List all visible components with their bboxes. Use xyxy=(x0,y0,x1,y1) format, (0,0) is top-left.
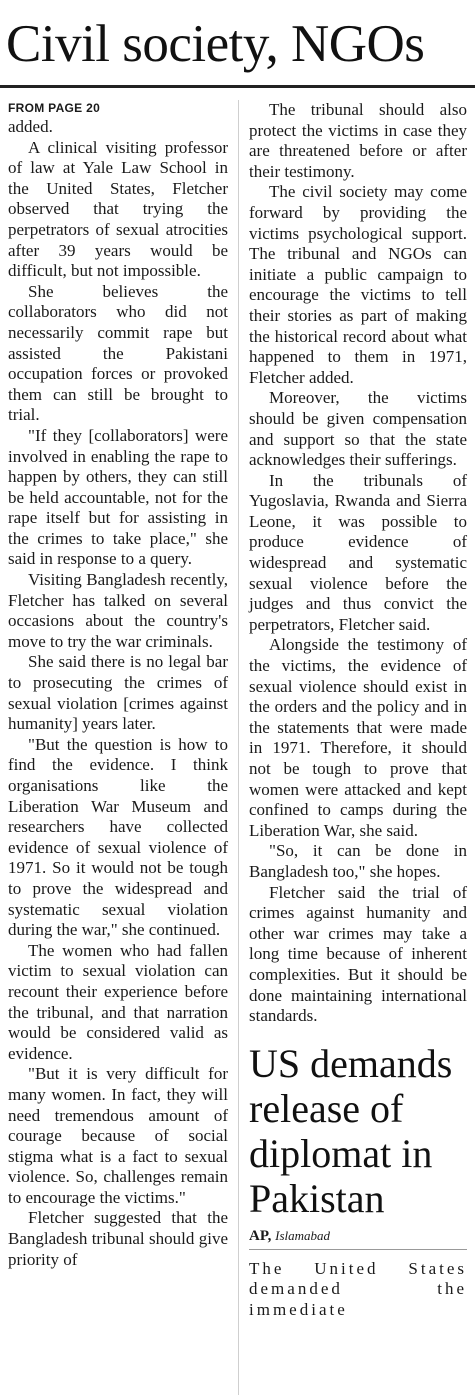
article-paragraph: Alongside the testimony of the victims, the evidence of sexual violence should exist in the orders and the policy and in the statements that were made in 1971. Therefore, it should not be tough to prove that women were attacked and kept confined to camps during the Liberation War, she said. xyxy=(249,635,467,840)
article-paragraph: The women who had fallen victim to sexual violation can recount their experience before the tribunal, and that narration would be considered valid as evidence. xyxy=(8,940,228,1063)
article-paragraph: "If they [collaborators] were involved in enabling the rape to happen by others, they can still be held accountable, not for the rape itself but for assisting in the crimes to take place," she said in response to a query. xyxy=(8,425,228,569)
article-paragraph: "But it is very difficult for many women. In fact, they will need tremendous amount of courage because of social stigma what is a fact to sexual violence. So, challenges remain to encourage the victims." xyxy=(8,1064,228,1207)
byline xyxy=(249,1227,467,1245)
right-column xyxy=(249,100,467,1321)
byline-rule xyxy=(249,1249,467,1250)
left-column xyxy=(8,100,228,1270)
article-paragraph: "So, it can be done in Bangladesh too," she hopes. xyxy=(249,841,467,881)
article-paragraph: Fletcher said the trial of crimes against humanity and other war crimes may take a long time because of inherent complexities. But it should be done maintaining international standards. xyxy=(249,882,467,1026)
second-story-lead: The United States demanded the immediate xyxy=(249,1258,467,1319)
second-story-headline: US demands release of diplomat in Pakistan xyxy=(249,1040,453,1221)
article-paragraph: "But the question is how to find the evidence. I think organisations like the Liberation War Museum and researchers have collected evidence of sexual violence of 1971. So it would not be tough to prove the widespread and systematic sexual violation during the war," she continued. xyxy=(8,734,228,940)
byline-agency: AP, xyxy=(249,1227,272,1244)
article-paragraph: She believes the collaborators who did not necessarily commit rape but assisted the Pakistani occupation forces or provoked them can still be brought to trial. xyxy=(8,281,228,425)
headline-rule xyxy=(0,85,475,88)
article-paragraph: added. xyxy=(8,117,53,136)
article-paragraph: In the tribunals of Yugoslavia, Rwanda and Sierra Leone, it was possible to produce evidence of widespread and systematic sexual violence before the judges and thus convict the perpetrators, Fletcher said. xyxy=(249,470,467,634)
article-paragraph: She said there is no legal bar to prosecuting the crimes of sexual violation [crimes against humanity] years later. xyxy=(8,652,228,734)
article-headline: Civil society, NGOs xyxy=(6,15,425,73)
second-story xyxy=(249,1041,467,1321)
byline-place: Islamabad xyxy=(275,1227,331,1243)
article-paragraph: Moreover, the victims should be given compensation and support so that the state acknowledges their sufferings. xyxy=(249,388,467,470)
article-paragraph: The civil society may come forward by providing the victims psychological support. The tribunal and NGOs can initiate a public campaign to encourage the victims to tell their stories as part of making the historical record about what happened to them in 1971, Fletcher added. xyxy=(249,182,467,387)
article-paragraph: A clinical visiting professor of law at Yale Law School in the United States, Fletcher observed that trying the perpetrators of sexual atrocities after 39 years would be difficult, but not impossible. xyxy=(8,137,228,281)
column-divider xyxy=(238,100,239,1395)
article-paragraph: Fletcher suggested that the Bangladesh tribunal should give priority of xyxy=(8,1208,228,1269)
article-paragraph: Visiting Bangladesh recently, Fletcher has talked on several occasions about the country's move to try the war criminals. xyxy=(8,570,228,651)
article-paragraph: The tribunal should also protect the victims in case they are threatened before or after their testimony. xyxy=(249,100,467,181)
continuation-kicker: FROM PAGE 20 xyxy=(8,101,101,115)
